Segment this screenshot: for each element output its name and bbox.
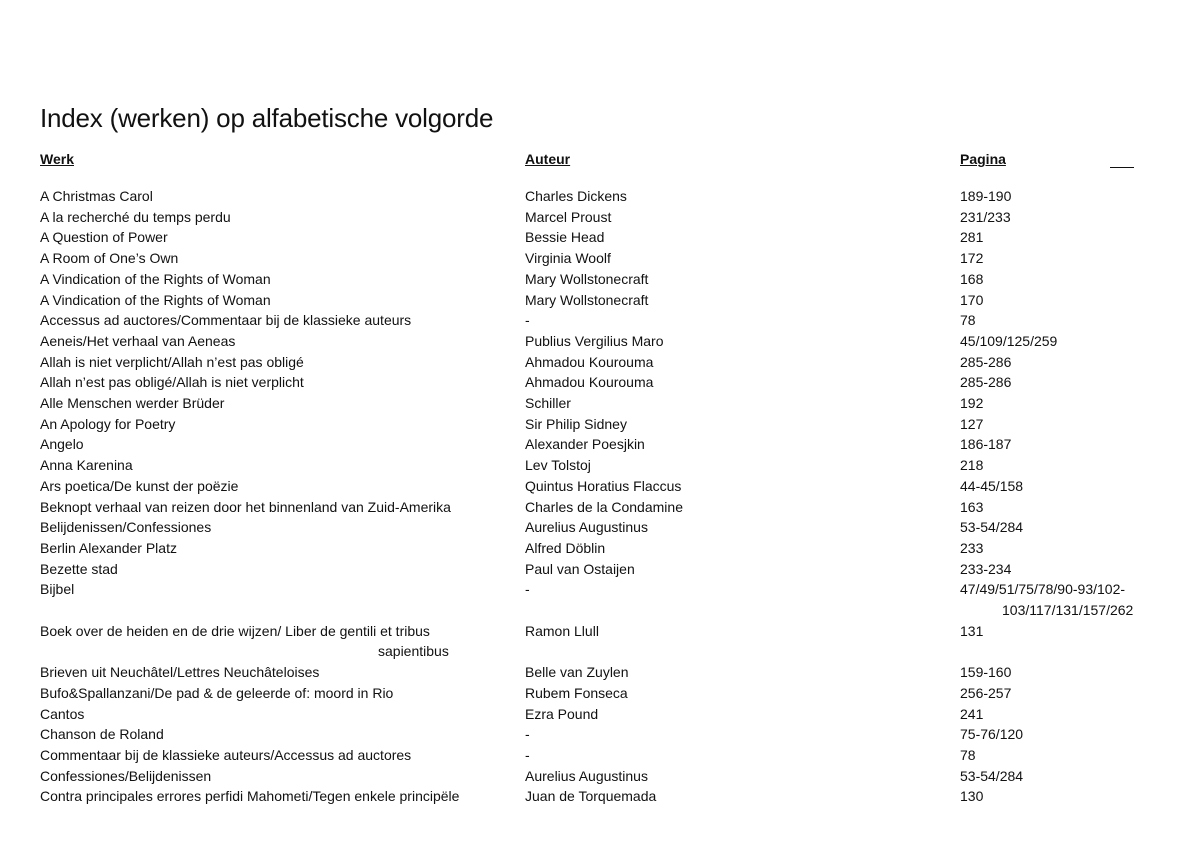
cell-auteur: Mary Wollstonecraft xyxy=(525,270,649,287)
cell-pagina xyxy=(960,372,1160,393)
werk-text: A Question of Power xyxy=(40,229,168,246)
pagina-text: 47/49/51/75/78/90-93/102- xyxy=(960,581,1126,598)
cell-pagina xyxy=(960,248,1160,269)
werk-text: Bezette stad xyxy=(40,560,118,577)
cell-auteur: Charles Dickens xyxy=(525,188,627,204)
cell-auteur: Paul van Ostaijen xyxy=(525,560,635,577)
cell-werk xyxy=(40,434,525,455)
cell-werk xyxy=(40,786,525,807)
pagina-text: 218 xyxy=(960,457,984,474)
werk-text: Contra principales errores perfidi Mahometi/Tegen enkele principële xyxy=(40,788,460,805)
table-row xyxy=(40,662,1160,683)
cell-auteur: Publius Vergilius Maro xyxy=(525,332,664,349)
table-row xyxy=(40,269,1160,290)
pagina-text: 159-160 xyxy=(960,664,1012,681)
header-underline-rule xyxy=(1110,167,1134,168)
cell-werk xyxy=(40,579,525,600)
cell-pagina xyxy=(960,724,1160,745)
cell-pagina xyxy=(960,786,1160,807)
cell-pagina xyxy=(960,559,1160,580)
pagina-text: 186-187 xyxy=(960,436,1012,453)
table-row xyxy=(40,517,1160,538)
cell-werk xyxy=(40,227,525,248)
werk-text: Ars poetica/De kunst der poëzie xyxy=(40,477,239,494)
table-row xyxy=(40,455,1160,476)
cell-auteur: Alfred Döblin xyxy=(525,539,606,556)
cell-pagina xyxy=(960,290,1160,311)
cell-pagina xyxy=(960,579,1160,620)
cell-auteur: Ahmadou Kourouma xyxy=(525,353,654,370)
table-row xyxy=(40,352,1160,373)
pagina-text: 172 xyxy=(960,250,984,267)
table-row xyxy=(40,786,1160,807)
werk-text: Commentaar bij de klassieke auteurs/Accessus ad auctores xyxy=(40,746,412,763)
table-row xyxy=(40,724,1160,745)
table-row xyxy=(40,579,1160,620)
cell-pagina xyxy=(960,455,1160,476)
cell-auteur: - xyxy=(525,312,530,329)
cell-werk xyxy=(40,683,525,704)
table-header xyxy=(40,151,1160,173)
cell-pagina xyxy=(960,497,1160,518)
cell-werk xyxy=(40,352,525,373)
werk-text: An Apology for Poetry xyxy=(40,415,176,432)
pagina-text: 75-76/120 xyxy=(960,726,1024,743)
werk-text: Belijdenissen/Confessiones xyxy=(40,519,212,536)
werk-text: A Vindication of the Rights of Woman xyxy=(40,291,271,308)
pagina-text: 281 xyxy=(960,229,984,246)
pagina-text: 53-54/284 xyxy=(960,767,1024,784)
cell-werk xyxy=(40,186,525,207)
table-row xyxy=(40,766,1160,787)
pagina-text: 53-54/284 xyxy=(960,519,1024,536)
cell-pagina xyxy=(960,227,1160,248)
werk-text: Angelo xyxy=(40,436,84,453)
cell-werk xyxy=(40,248,525,269)
cell-auteur: - xyxy=(525,726,530,743)
cell-auteur: Charles de la Condamine xyxy=(525,498,683,515)
cell-pagina xyxy=(960,517,1160,538)
cell-pagina xyxy=(960,621,1160,642)
column-header-werk: Werk xyxy=(40,151,74,167)
cell-pagina xyxy=(960,745,1160,766)
cell-pagina xyxy=(960,269,1160,290)
cell-werk xyxy=(40,559,525,580)
cell-werk xyxy=(40,290,525,311)
page-title: Index (werken) op alfabetische volgorde xyxy=(40,103,494,133)
table-row xyxy=(40,497,1160,518)
cell-auteur: Belle van Zuylen xyxy=(525,664,629,681)
table-row xyxy=(40,538,1160,559)
cell-auteur: Rubem Fonseca xyxy=(525,684,628,701)
werk-text: Berlin Alexander Platz xyxy=(40,539,177,556)
table-row xyxy=(40,476,1160,497)
cell-werk xyxy=(40,745,525,766)
pagina-text: 131 xyxy=(960,622,984,639)
pagina-text: 231/233 xyxy=(960,208,1011,225)
cell-werk xyxy=(40,414,525,435)
cell-werk xyxy=(40,517,525,538)
table-row xyxy=(40,290,1160,311)
pagina-text: 168 xyxy=(960,270,984,287)
cell-auteur: - xyxy=(525,746,530,763)
table-row xyxy=(40,414,1160,435)
table-row xyxy=(40,372,1160,393)
cell-werk xyxy=(40,269,525,290)
werk-text: Chanson de Roland xyxy=(40,726,164,743)
pagina-text: 45/109/125/259 xyxy=(960,332,1058,349)
table-row xyxy=(40,331,1160,352)
table-row xyxy=(40,248,1160,269)
table-row xyxy=(40,310,1160,331)
werk-text-continued: sapientibus xyxy=(378,643,449,660)
pagina-text: 241 xyxy=(960,705,984,722)
cell-pagina xyxy=(960,538,1160,559)
cell-auteur: Ramon Llull xyxy=(525,622,599,639)
table-row xyxy=(40,704,1160,725)
cell-auteur: Schiller xyxy=(525,395,571,412)
werk-text: Confessiones/Belijdenissen xyxy=(40,767,212,784)
pagina-text: 163 xyxy=(960,498,984,515)
cell-pagina xyxy=(960,393,1160,414)
pagina-text: 78 xyxy=(960,746,976,763)
cell-werk xyxy=(40,538,525,559)
table-row xyxy=(40,434,1160,455)
index-table xyxy=(40,186,1160,807)
werk-text: A la recherché du temps perdu xyxy=(40,208,231,225)
werk-text: Alle Menschen werder Brüder xyxy=(40,395,225,412)
cell-werk xyxy=(40,621,525,662)
werk-text: Beknopt verhaal van reizen door het binnenland van Zuid-Amerika xyxy=(40,498,451,515)
pagina-text: 233-234 xyxy=(960,560,1012,577)
cell-auteur: Ezra Pound xyxy=(525,705,599,722)
werk-text: Boek over de heiden en de drie wijzen/ Liber de gentili et tribus xyxy=(40,622,430,639)
werk-text: Bijbel xyxy=(40,581,75,598)
cell-auteur: Sir Philip Sidney xyxy=(525,415,627,432)
cell-pagina xyxy=(960,352,1160,373)
cell-pagina xyxy=(960,683,1160,704)
table-row xyxy=(40,559,1160,580)
cell-werk xyxy=(40,310,525,331)
pagina-text: 285-286 xyxy=(960,374,1012,391)
cell-werk xyxy=(40,207,525,228)
pagina-text: 192 xyxy=(960,395,984,412)
table-row xyxy=(40,227,1160,248)
cell-auteur: - xyxy=(525,581,530,598)
cell-pagina xyxy=(960,414,1160,435)
werk-text: Brieven uit Neuchâtel/Lettres Neuchâteloises xyxy=(40,664,320,681)
cell-auteur: Alexander Poesjkin xyxy=(525,436,645,453)
werk-text: Allah n’est pas obligé/Allah is niet verplicht xyxy=(40,374,304,391)
cell-pagina xyxy=(960,704,1160,725)
pagina-text: 78 xyxy=(960,312,976,329)
table-row xyxy=(40,186,1160,207)
table-row xyxy=(40,745,1160,766)
werk-text: Accessus ad auctores/Commentaar bij de klassieke auteurs xyxy=(40,312,412,329)
cell-auteur: Lev Tolstoj xyxy=(525,457,591,474)
pagina-text-continued: 103/117/131/157/262 xyxy=(1002,602,1134,619)
werk-text: A Vindication of the Rights of Woman xyxy=(40,270,271,287)
cell-auteur: Quintus Horatius Flaccus xyxy=(525,477,682,494)
column-header-auteur: Auteur xyxy=(525,151,571,167)
cell-auteur: Mary Wollstonecraft xyxy=(525,291,649,308)
werk-text: Anna Karenina xyxy=(40,457,133,474)
cell-auteur: Bessie Head xyxy=(525,229,605,246)
cell-pagina xyxy=(960,662,1160,683)
table-row xyxy=(40,621,1160,662)
pagina-text: 44-45/158 xyxy=(960,477,1024,494)
cell-werk xyxy=(40,393,525,414)
pagina-text: 233 xyxy=(960,539,984,556)
table-row xyxy=(40,683,1160,704)
cell-werk xyxy=(40,331,525,352)
cell-pagina xyxy=(960,476,1160,497)
cell-werk xyxy=(40,497,525,518)
werk-text: A Room of One’s Own xyxy=(40,250,179,267)
cell-auteur: Aurelius Augustinus xyxy=(525,767,648,784)
werk-text: Bufo&Spallanzani/De pad & de geleerde of: moord in Rio xyxy=(40,684,394,701)
cell-pagina xyxy=(960,766,1160,787)
document-page xyxy=(40,100,1160,807)
pagina-text: 127 xyxy=(960,415,984,432)
column-header-pagina: Pagina xyxy=(960,151,1006,167)
pagina-text: 189-190 xyxy=(960,188,1012,204)
table-row xyxy=(40,393,1160,414)
pagina-text: 130 xyxy=(960,788,984,805)
cell-auteur: Ahmadou Kourouma xyxy=(525,374,654,391)
werk-text: Aeneis/Het verhaal van Aeneas xyxy=(40,332,236,349)
cell-pagina xyxy=(960,186,1160,207)
cell-pagina xyxy=(960,434,1160,455)
cell-werk xyxy=(40,372,525,393)
cell-werk xyxy=(40,766,525,787)
werk-text: A Christmas Carol xyxy=(40,188,153,204)
werk-text: Allah is niet verplicht/Allah n’est pas obligé xyxy=(40,353,304,370)
cell-auteur: Aurelius Augustinus xyxy=(525,519,648,536)
cell-werk xyxy=(40,704,525,725)
cell-werk xyxy=(40,455,525,476)
cell-werk xyxy=(40,476,525,497)
cell-pagina xyxy=(960,310,1160,331)
pagina-text: 256-257 xyxy=(960,684,1012,701)
cell-auteur: Marcel Proust xyxy=(525,208,612,225)
cell-auteur: Juan de Torquemada xyxy=(525,788,657,805)
table-row xyxy=(40,207,1160,228)
cell-werk xyxy=(40,724,525,745)
pagina-text: 170 xyxy=(960,291,984,308)
werk-text: Cantos xyxy=(40,705,85,722)
cell-pagina xyxy=(960,207,1160,228)
cell-werk xyxy=(40,662,525,683)
pagina-text: 285-286 xyxy=(960,353,1012,370)
cell-pagina xyxy=(960,331,1160,352)
cell-auteur: Virginia Woolf xyxy=(525,250,611,267)
